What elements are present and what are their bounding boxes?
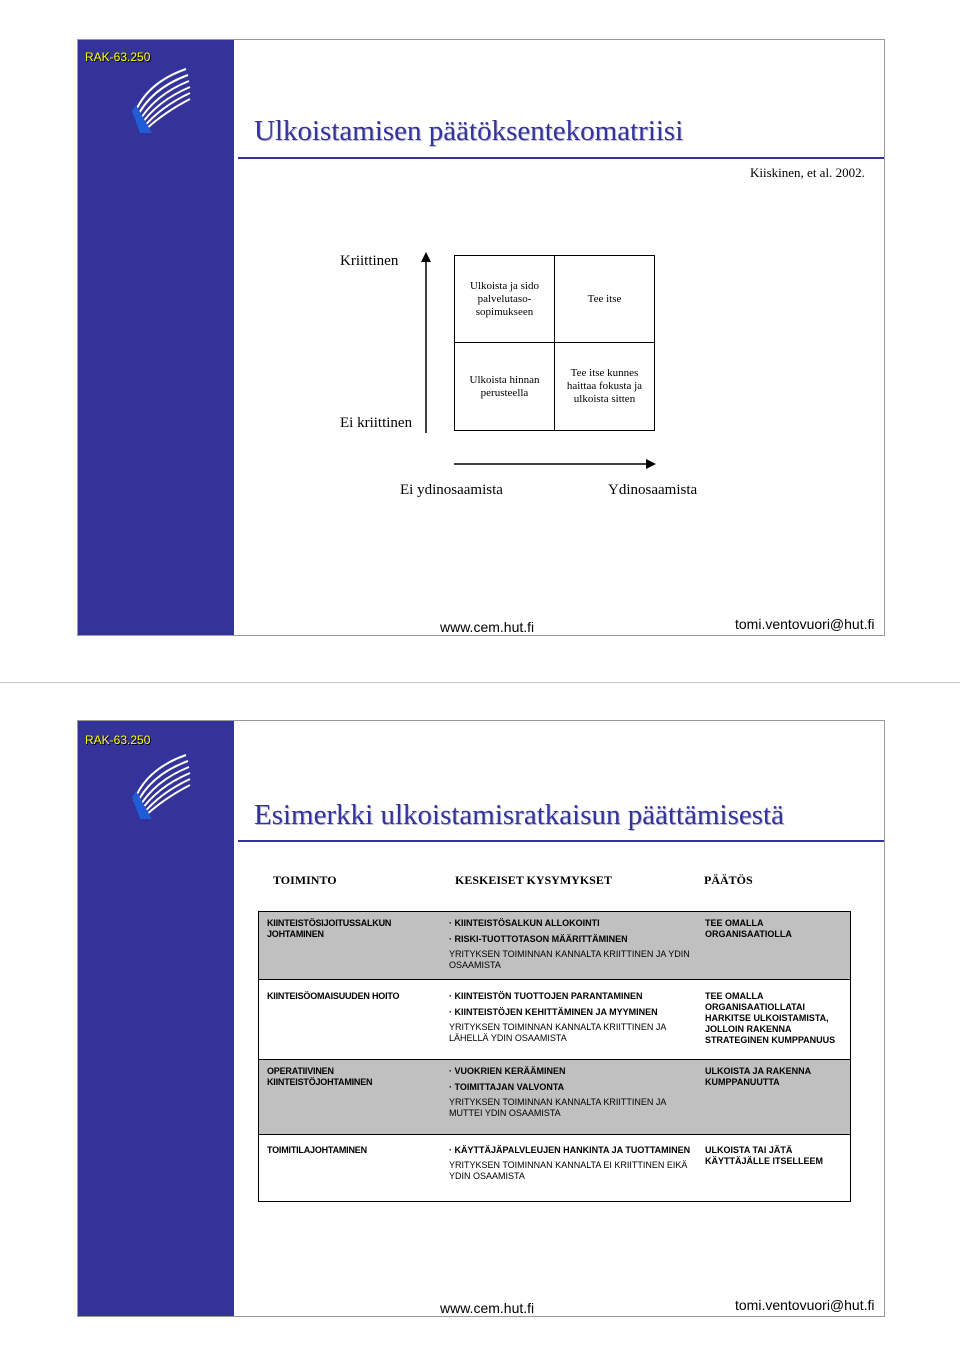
slide-title: Esimerkki ulkoistamisratkaisun päättämisestä [254,799,784,831]
source-citation: Kiiskinen, et al. 2002. [750,165,865,180]
row-question-item: · KIINTEISTÖJEN KEHITTÄMINEN JA MYYMINEN [449,1007,658,1017]
row-questions [449,918,694,971]
title-rule [238,840,884,842]
y-axis-top-label: Kriittinen [340,253,399,269]
x-axis-left-label: Ei ydinosaamista [400,482,503,498]
course-code: RAK-63.250 [85,50,151,64]
title-rule [238,157,884,159]
matrix-cell-bottom-right: Tee itse kunnes haittaa fokusta ja ulkoista sitten [554,342,655,431]
row-note: YRITYKSEN TOIMINNAN KANNALTA KRIITTINEN JA LÄHELLÄ YDIN OSAAMISTA [449,1022,666,1043]
table-row [259,912,850,980]
university-logo-icon [126,751,196,821]
table-row [259,1135,850,1201]
x-axis-right-label: Ydinosaamista [608,482,698,498]
header-decision: PÄÄTÖS [704,873,753,887]
row-question-item: · KIINTEISTÖSALKUN ALLOKOINTI [449,918,600,928]
row-question-item: · TOIMITTAJAN VALVONTA [449,1082,565,1092]
footer-email: tomi.ventovuori@hut.fi [735,616,875,632]
decision-table [258,911,851,1202]
row-note: YRITYKSEN TOIMINNAN KANNALTA KRIITTINEN JA MUTTEI YDIN OSAAMISTA [449,1097,666,1118]
slide-outsourcing-example [77,720,885,1317]
row-question-item: · RISKI-TUOTTOTASON MÄÄRITTÄMINEN [449,934,628,944]
slide-sidebar [78,40,234,635]
row-activity: TOIMITILAJOHTAMINEN [267,1145,367,1155]
matrix-cell-top-right: Tee itse [554,255,655,343]
slide-title: Ulkoistamisen päätöksentekomatriisi [254,115,684,147]
matrix-cell-top-left: Ulkoista ja sido palvelutaso-sopimukseen [454,255,555,343]
footer-website: www.cem.hut.fi [440,619,535,635]
row-questions [449,1145,694,1182]
row-question-item: · KIINTEISTÖN TUOTTOJEN PARANTAMINEN [449,991,643,1001]
course-code: RAK-63.250 [85,733,151,747]
row-question-item: · VUOKRIEN KERÄÄMINEN [449,1066,566,1076]
footer-website: www.cem.hut.fi [440,1300,535,1316]
table-row [259,1060,850,1135]
row-note: YRITYKSEN TOIMINNAN KANNALTA KRIITTINEN JA YDIN OSAAMISTA [449,949,690,970]
row-questions [449,1066,694,1119]
university-logo-icon [126,65,196,135]
header-activity: TOIMINTO [273,873,337,887]
y-axis-bottom-label: Ei kriittinen [340,415,413,431]
footer-email: tomi.ventovuori@hut.fi [735,1297,875,1313]
row-questions [449,991,694,1044]
page-separator [0,682,960,683]
row-activity: KIINTEISÖOMAISUUDEN HOITO [267,991,400,1001]
row-note: YRITYKSEN TOIMINNAN KANNALTA EI KRIITTINEN EIKÄ YDIN OSAAMISTA [449,1160,688,1181]
row-decision: TEE OMALLA ORGANISAATIOLLATAI HARKITSE ULKOISTAMISTA, JOLLOIN RAKENNA STRATEGINEN KUMPPANUUS [705,991,836,1045]
row-decision: ULKOISTA JA RAKENNA KUMPPANUUTTA [705,1066,811,1087]
slide-decision-matrix [77,39,885,636]
row-decision: ULKOISTA TAI JÄTÄ KÄYTTÄJÄLLE ITSELLEEM [705,1145,824,1166]
slide-sidebar [78,721,234,1316]
row-activity: OPERATIIVINEN KIINTEISTÖJOHTAMINEN [267,1066,373,1087]
table-row [259,980,850,1060]
row-decision: TEE OMALLA ORGANISAATIOLLA [705,918,792,939]
x-axis-arrow [452,456,658,472]
header-questions: KESKEISET KYSYMYKSET [455,873,612,887]
row-question-item: · KÄYTTÄJÄPALVLEUJEN HANKINTA JA TUOTTAMINEN [449,1145,691,1155]
y-axis-arrow [418,250,434,435]
row-activity: KIINTEISTÖSIJOITUSSALKUN JOHTAMINEN [267,918,392,939]
matrix-cell-bottom-left: Ulkoista hinnan perusteella [454,342,555,431]
